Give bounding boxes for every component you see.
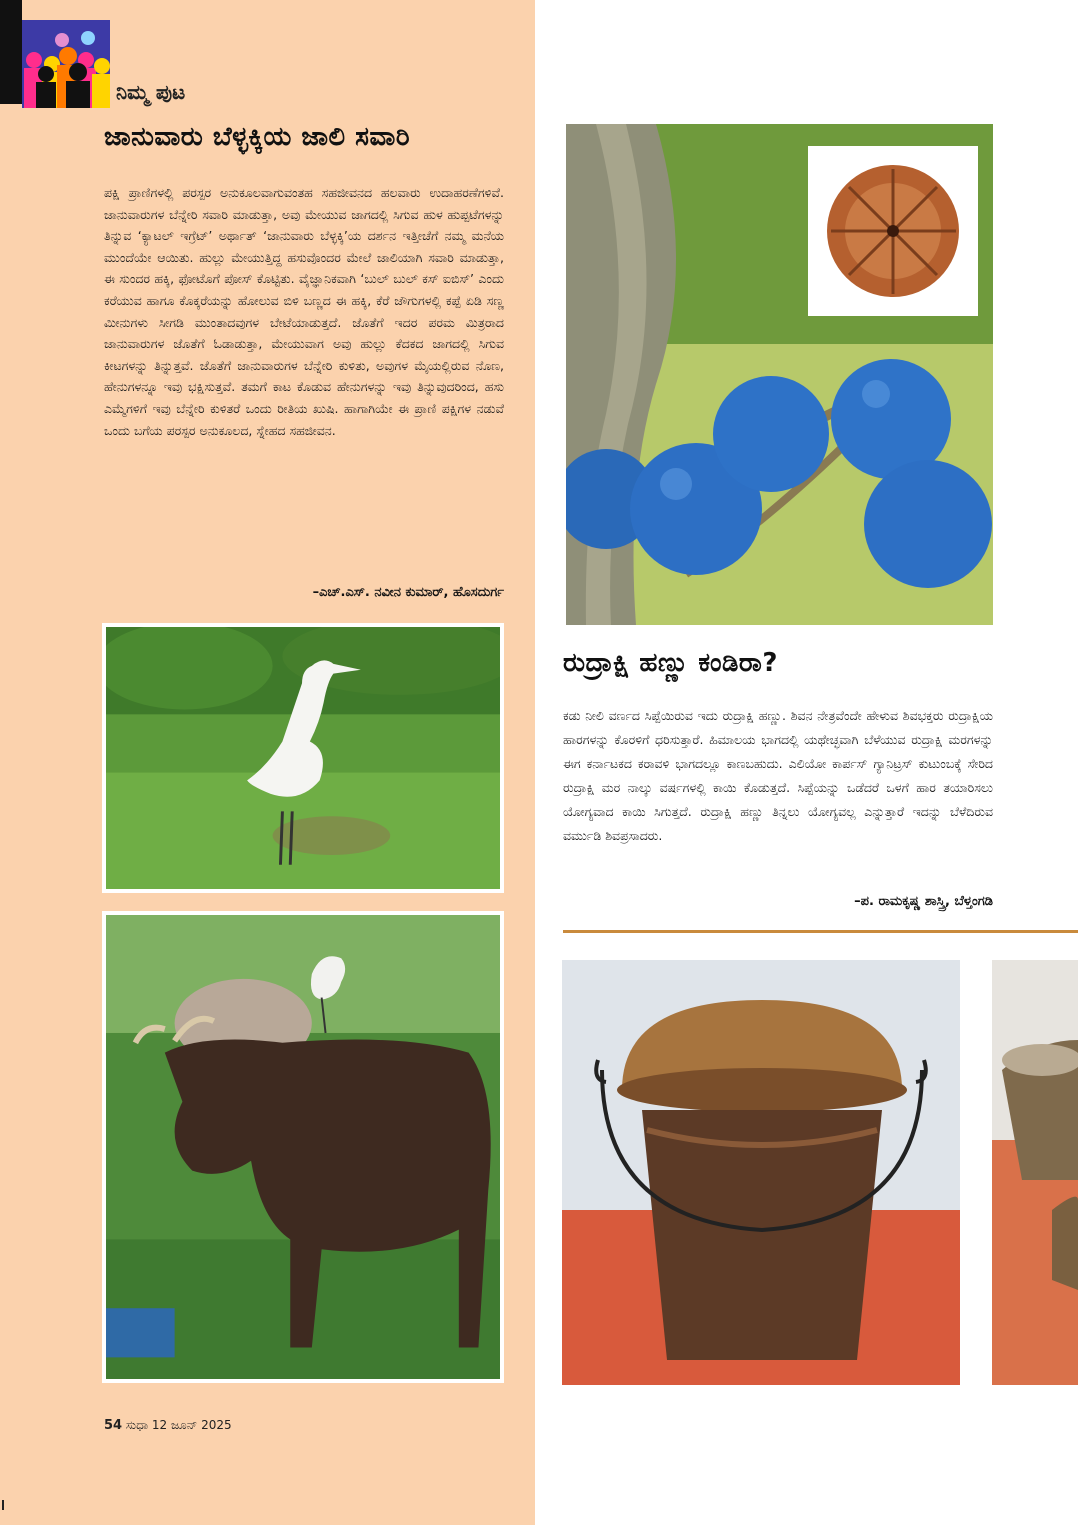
section-logo xyxy=(22,20,110,108)
crop-mark xyxy=(2,1500,4,1510)
article-title-rudraksha: ರುದ್ರಾಕ್ಷಿ ಹಣ್ಣು ಕಂಡಿರಾ? xyxy=(563,648,778,678)
logo-black-bar xyxy=(0,0,22,104)
section-divider xyxy=(563,930,1078,933)
article-body-egret: ಪಕ್ಷಿ ಪ್ರಾಣಿಗಳಲ್ಲಿ ಪರಸ್ಪರ ಅನುಕೂಲವಾಗುವಂತಹ ಸಹಜೀವನದ ಹಲವಾರು ಉದಾಹರಣೆಗಳಿವೆ. ಜಾನುವಾರುಗಳ ಬೆನ್ನೇರಿ ಸವಾರಿ ಮಾಡುತ್ತಾ, ಅವು ಮೇಯುವ ಜಾಗದಲ್ಲಿ ಸಿಗುವ ಹುಳ ಹುಪ್ಪಟೆಗಳನ್ನು ತಿನ್ನುವ ‘ಕ್ಯಾಟಲ್ ಇಗ್ರೆಟ್’ ಅರ್ಥಾತ್ ‘ಜಾನುವಾರು ಬೆಳ್ಳಕ್ಕಿ’ಯ ದರ್ಶನ ಇತ್ತೀಚೆಗೆ ನಮ್ಮ ಮನೆಯ ಮುಂದೆಯೇ ಆಯಿತು. ಹುಲ್ಲು ಮೇಯುತ್ತಿದ್ದ ಹಸುವೊಂದರ ಮೇಲೆ ಜಾಲಿಯಾಗಿ ಸವಾರಿ ಮಾಡುತ್ತಾ, ಈ ಸುಂದರ ಹಕ್ಕಿ, ಫೋಟೊಗೆ ಪೋಸ್ ಕೊಟ್ಟಿತು. ವೈಜ್ಞಾನಿಕವಾಗಿ ‘ಬುಲ್ ಬುಲ್ ಕಸ್ ಐಬಿಸ್’ ಎಂದು ಕರೆಯುವ ಹಾಗೂ ಕೊಕ್ಕರೆಯನ್ನು ಹೋಲುವ ಬಿಳಿ ಬಣ್ಣದ ಈ ಹಕ್ಕಿ, ಕೆರೆ ಜೌಗುಗಳಲ್ಲಿ ಕಪ್ಪೆ ಏಡಿ ಸಣ್ಣ ಮೀನುಗಳು ಸೀಗಡಿ ಮುಂತಾದವುಗಳ ಬೇಟೆಯಾಡುತ್ತದೆ. ಜೊತೆಗೆ ಇದರ ಪರಮ ಮಿತ್ರರಾದ ಜಾನುವಾರುಗಳ ಜೊತೆಗೆ ಓಡಾಡುತ್ತಾ, ಮೇಯುವಾಗ ಅವು ಹುಲ್ಲು ಕೆದಕದ ಜಾಗದಲ್ಲಿ ಸಿಗುವ ಕೀಟಗಳನ್ನು ತಿನ್ನುತ್ತವೆ. ಜೊತೆಗೆ ಜಾನುವಾರುಗಳ ಬೆನ್ನೇರಿ ಕುಳಿತು, ಅವುಗಳ ಮೈಯಲ್ಲಿರುವ ನೊಣ, ಹೇನುಗಳನ್ನೂ ಇವು ಭಕ್ಷಿಸುತ್ತವೆ. ತಮಗೆ ಕಾಟ ಕೊಡುವ ಹೇನುಗಳನ್ನು ಇವು ತಿನ್ನುವುದರಿಂದ, ಹಸು ಎಮ್ಮೆಗಳಿಗೆ ಇವು ಬೆನ್ನೇರಿ ಕುಳಿತರೆ ಒಂದು ರೀತಿಯ ಖುಷಿ. ಹಾಗಾಗಿಯೇ ಈ ಪ್ರಾಣಿ ಪಕ್ಷಿಗಳ ನಡುವೆ ಒಂದು ಬಗೆಯ ಪರಸ್ಪರ ಅನುಕೂಲದ, ಸ್ನೇಹದ ಸಹಜೀವನ. xyxy=(104,185,504,438)
article-byline-egret: –ಎಚ್.ಎಸ್. ನವೀನ ಕುಮಾರ್, ಹೊಸದುರ್ಗ xyxy=(312,585,504,600)
article-body-rudraksha: ಕಡು ನೀಲಿ ವರ್ಣದ ಸಿಪ್ಪೆಯಿರುವ ಇದು ರುದ್ರಾಕ್ಷಿ ಹಣ್ಣು. ಶಿವನ ನೇತ್ರವೆಂದೇ ಹೇಳುವ ಶಿವಭಕ್ತರು ರುದ್ರಾಕ್ಷಿಯ ಹಾರಗಳನ್ನು ಕೊರಳಿಗೆ ಧರಿಸುತ್ತಾರೆ. ಹಿಮಾಲಯ ಭಾಗದಲ್ಲಿ ಯಥೇಚ್ಛವಾಗಿ ಬೆಳೆಯುವ ರುದ್ರಾಕ್ಷಿ ಮರಗಳನ್ನು ಈಗ ಕರ್ನಾಟಕದ ಕರಾವಳಿ ಭಾಗದಲ್ಲೂ ಕಾಣಬಹುದು. ಎಲಿಯೋ ಕಾರ್ಪಸ್ ಗ್ಯಾನಿಟ್ರಸ್ ಕುಟುಂಬಕ್ಕೆ ಸೇರಿದ ರುದ್ರಾಕ್ಷಿ ಮರ ನಾಲ್ಕು ವರ್ಷಗಳಲ್ಲಿ ಕಾಯಿ ಕೊಡುತ್ತದೆ. ಸಿಪ್ಪೆಯನ್ನು ಒಡೆದರೆ ಒಳಗೆ ಹಾರ ತಯಾರಿಸಲು ಯೋಗ್ಯವಾದ ಕಾಯಿ ಸಿಗುತ್ತದೆ. ರುದ್ರಾಕ್ಷಿ ಹಣ್ಣು ತಿನ್ನಲು ಯೋಗ್ಯವಲ್ಲ ಎನ್ನುತ್ತಾರೆ ಇದನ್ನು ಬೆಳೆದಿರುವ ವರ್ಮುಡಿ ಶಿವಪ್ರಸಾದರು. xyxy=(563,708,993,843)
page-number: 54 xyxy=(104,1418,123,1433)
egret-photo xyxy=(102,623,504,893)
rudraksha-fruit-photo xyxy=(566,124,993,625)
issue-info: ಸುಧಾ 12 ಜೂನ್ 2025 xyxy=(125,1418,232,1432)
vessel-photo-partial xyxy=(992,960,1078,1385)
section-label: ನಿಮ್ಮ ಪುಟ xyxy=(116,80,186,104)
cow-egret-photo xyxy=(102,911,504,1383)
page-footer xyxy=(104,1418,232,1433)
article-title-egret: ಜಾನುವಾರು ಬೆಳ್ಳಕ್ಕಿಯ ಜಾಲಿ ಸವಾರಿ xyxy=(104,122,411,152)
people-silhouettes-icon xyxy=(22,20,110,108)
article-byline-rudraksha: –ಪ. ರಾಮಕೃಷ್ಣ ಶಾಸ್ತ್ರಿ, ಬೆಳ್ತಂಗಡಿ xyxy=(854,894,993,909)
copper-pot-photo xyxy=(562,960,960,1385)
